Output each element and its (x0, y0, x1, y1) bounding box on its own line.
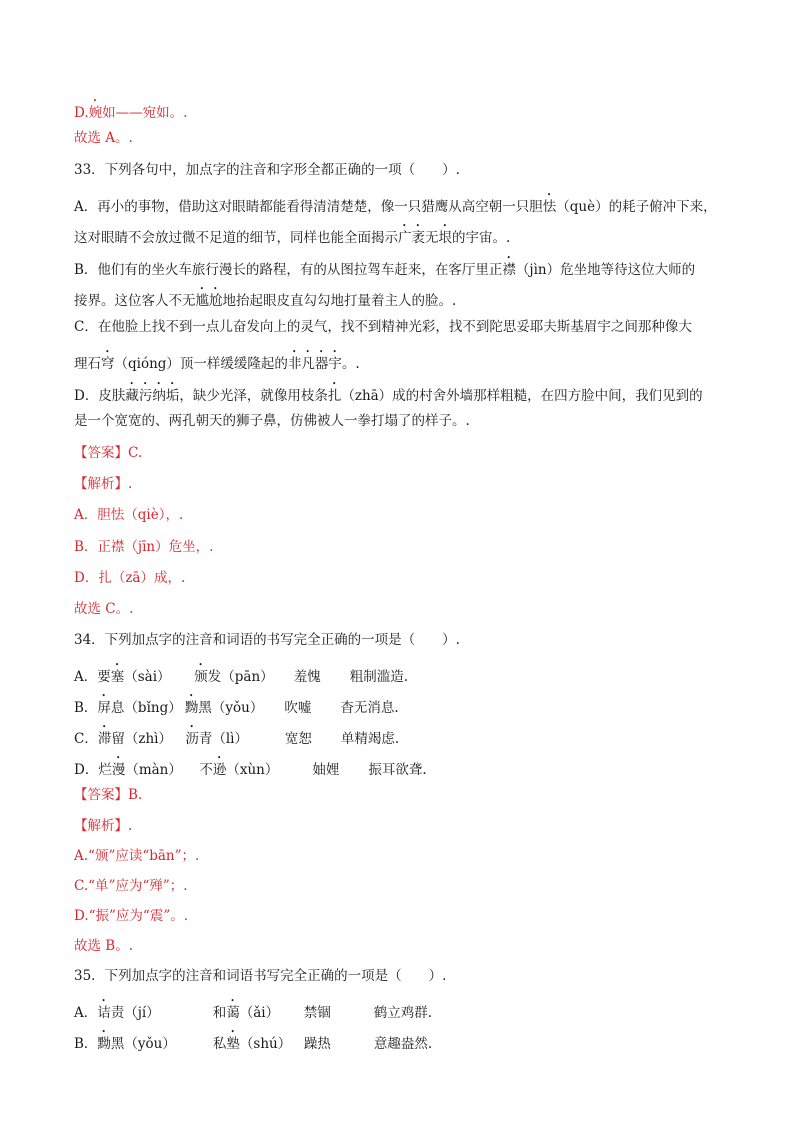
text-segment: 地抬起眼皮直勾勾地打量着主人的脸。. (222, 293, 457, 309)
text-segment: 杳无消息. (340, 700, 399, 716)
text-segment: D．皮肤 (74, 388, 126, 404)
text-line (74, 222, 510, 248)
emphasized-char: 藏污纳垢 (125, 388, 180, 404)
text-segment: 【答案】C. (74, 445, 143, 461)
emphasized-char: 沥 (185, 731, 199, 747)
text-line (74, 443, 142, 463)
emphasized-char: 尴尬 (195, 293, 223, 309)
text-segment: 留（zhì） (111, 731, 172, 747)
text-segment: 无 (425, 230, 439, 246)
text-segment: 接界。这位客人不无 (74, 293, 196, 309)
text-line (74, 1028, 432, 1054)
text-segment: 这对眼睛不会放过微不足道的细节，同样也能全面揭示 (74, 230, 398, 246)
text-line (74, 906, 188, 926)
text-segment: 宽恕 (284, 731, 312, 747)
text-segment: 如——宛如。. (102, 105, 188, 121)
text-segment: 私 (212, 1036, 227, 1052)
emphasized-char: 襟 (502, 262, 516, 278)
text-segment: C．在他脸上找不到一点儿奋发向上的灵气，找不到精神光彩，找不到陀思妥耶夫斯基眉宇之间那种像大 (74, 319, 692, 335)
text-segment: 35．下列加点字的注音和词语书写完全正确的一项是（ ）. (74, 968, 447, 984)
text-segment: （shú） (239, 1036, 292, 1052)
emphasized-char: 垠 (438, 230, 452, 246)
text-line (74, 568, 185, 588)
text-segment: B．他们有的坐火车旅行漫长的路程，有的从图拉驾车赶来，在客厅里正 (74, 262, 503, 278)
text-segment: 妯娌 (312, 762, 340, 778)
text-segment: 黑（yǒu） (198, 700, 264, 716)
text-segment: 责（jí） (110, 1005, 160, 1021)
text-line (74, 97, 187, 123)
text-line (74, 997, 432, 1023)
text-line (74, 411, 470, 431)
text-segment: 【解析】. (74, 476, 133, 492)
text-line (74, 816, 132, 836)
emphasized-char: 滞 (97, 731, 112, 747)
text-segment: 振耳欲聋. (368, 762, 427, 778)
emphasized-char: 非凡器宇 (287, 356, 342, 372)
text-segment: A．胆怯（qiè），. (74, 507, 184, 523)
emphasized-char: 诘 (97, 1005, 111, 1021)
text-segment: D.“振”应为“震”。. (74, 908, 189, 924)
emphasized-char: 扎 (327, 388, 342, 404)
text-line (74, 348, 360, 374)
text-line (74, 723, 399, 749)
text-line (74, 599, 133, 619)
text-segment: 的宇宙。. (452, 230, 511, 246)
text-line (74, 936, 133, 956)
text-line (74, 754, 427, 780)
text-segment: （zhā）成的村舍外墙那样粗糙，在四方脸中间，我们见到的 (341, 388, 703, 404)
emphasized-char: 蔼 (226, 1005, 240, 1021)
text-segment: 息（bǐng） (110, 700, 182, 716)
text-segment: （què）的耗子俯冲下来， (556, 199, 717, 215)
text-segment: 理石 (74, 356, 101, 372)
text-segment: 是一个宽宽的、两孔朝天的狮子鼻，仿佛被人一拳打塌了的样子。. (74, 413, 470, 429)
text-segment: A．要 (74, 669, 111, 685)
text-line (74, 661, 408, 687)
text-line (74, 380, 703, 406)
text-segment: 吹嘘 (284, 700, 312, 716)
text-segment: 发（pān） (207, 669, 274, 685)
emphasized-char: 塞 (110, 669, 125, 685)
text-segment: C.“单”应为“殚”；. (74, 878, 188, 894)
text-segment: 33．下列各句中，加点字的注音和字形全都正确的一项（ ）. (74, 162, 460, 178)
emphasized-char: 逊 (212, 762, 227, 778)
text-segment: 粗制滥造. (349, 669, 409, 685)
text-segment: B． (74, 1036, 98, 1052)
emphasized-char: 怯 (542, 199, 557, 215)
text-segment: 故选 C。. (74, 601, 134, 617)
text-segment: 鹤立鸡群. (373, 1005, 433, 1021)
text-segment: B． (74, 700, 98, 716)
text-segment: 意趣盎然. (373, 1036, 433, 1052)
text-line (74, 128, 133, 148)
emphasized-char: 漫 (111, 762, 126, 778)
emphasized-char: 穹 (101, 356, 115, 372)
text-segment: （xùn） (226, 762, 279, 778)
text-line (74, 630, 460, 650)
text-segment: （jìn）危坐地等待这位大师的 (515, 262, 696, 278)
text-segment: （sài） (124, 669, 171, 685)
text-segment: D. (74, 105, 89, 121)
text-line (74, 254, 695, 280)
text-line (74, 537, 213, 557)
text-segment: 故选 A。. (74, 130, 133, 146)
emphasized-char: 塾 (226, 1036, 240, 1052)
text-segment: （ǎi） (239, 1005, 280, 1021)
text-segment: A． (74, 1005, 98, 1021)
text-line (74, 876, 188, 896)
text-segment: 躁热 (303, 1036, 331, 1052)
text-segment: A.“颁”应读“bān”；. (74, 848, 200, 864)
text-segment: （qióng）顶一样缓缓隆起的 (114, 356, 288, 372)
text-segment: D．扎（zā）成，. (74, 570, 186, 586)
text-segment: 34．下列加点字的注音和词语的书写完全正确的一项是（ ）. (74, 632, 460, 648)
text-line (74, 966, 446, 986)
text-line (74, 846, 199, 866)
text-segment: 单精竭虑. (340, 731, 400, 747)
emphasized-char: 黝 (184, 700, 199, 716)
text-segment: 。. (341, 356, 360, 372)
text-line (74, 191, 717, 217)
text-line (74, 785, 142, 805)
text-line (74, 474, 132, 494)
text-segment: 【答案】B. (74, 787, 143, 803)
text-segment: 青（lì） (198, 731, 248, 747)
emphasized-char: 颁 (194, 669, 208, 685)
text-segment: A．再小的事物，借助这对眼睛都能看得清清楚楚，像一只猎鹰从高空朝一只胆 (74, 199, 543, 215)
emphasized-char: 黝 (97, 1036, 111, 1052)
text-line (74, 160, 460, 180)
emphasized-char: 婉 (88, 105, 103, 121)
text-line (74, 285, 456, 311)
text-segment: 不 (199, 762, 213, 778)
text-line (74, 505, 183, 525)
text-segment: 禁锢 (303, 1005, 331, 1021)
text-segment: B．正襟（jīn）危坐，. (74, 539, 214, 555)
text-line (74, 317, 692, 337)
text-segment: 和 (212, 1005, 227, 1021)
text-segment: C． (74, 731, 98, 747)
text-segment: （màn） (125, 762, 182, 778)
emphasized-char: 广袤 (398, 230, 425, 246)
text-segment: D．烂 (74, 762, 112, 778)
text-segment: 【解析】. (74, 818, 133, 834)
text-line (74, 692, 399, 718)
emphasized-char: 屏 (97, 700, 111, 716)
text-segment: ，缺少光泽，就像用枝条 (179, 388, 328, 404)
text-segment: 黑（yǒu） (110, 1036, 176, 1052)
text-segment: 羞愧 (293, 669, 321, 685)
text-segment: 故选 B。. (74, 938, 134, 954)
